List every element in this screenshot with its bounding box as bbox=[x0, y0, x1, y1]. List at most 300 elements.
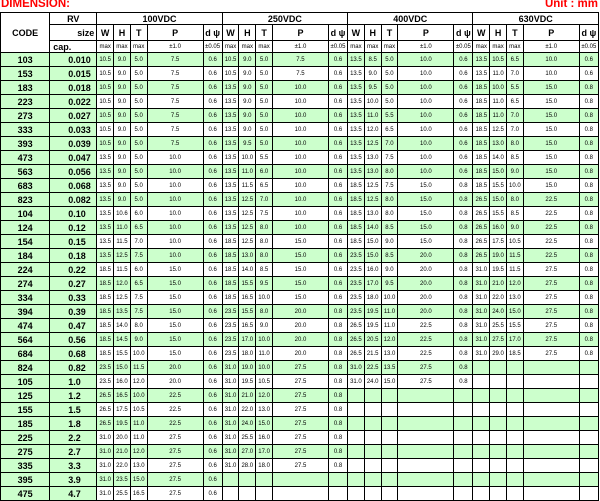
value-cell: 5.0 bbox=[256, 95, 273, 109]
value-cell: 10.5 bbox=[97, 67, 114, 81]
column-tolerance: ±1.0 bbox=[272, 41, 328, 53]
value-cell: 19.5 bbox=[490, 263, 507, 277]
column-tolerance: max bbox=[256, 41, 273, 53]
value-cell bbox=[348, 459, 365, 473]
value-cell: 21.0 bbox=[114, 445, 131, 459]
value-cell: 10.0 bbox=[490, 81, 507, 95]
table-row bbox=[1, 487, 599, 501]
column-tolerance: max bbox=[222, 41, 239, 53]
value-cell: 11.5 bbox=[114, 263, 131, 277]
value-cell bbox=[579, 445, 598, 459]
table-row bbox=[1, 431, 599, 445]
code-cell: 683 bbox=[1, 179, 50, 193]
value-cell: 5.5 bbox=[256, 151, 273, 165]
value-cell: 0.6 bbox=[203, 333, 222, 347]
value-cell: 11.0 bbox=[381, 305, 398, 319]
value-cell: 23.5 bbox=[348, 277, 365, 291]
value-cell: 18.5 bbox=[506, 347, 523, 361]
cap-cell: 0.27 bbox=[50, 277, 97, 291]
code-cell: 475 bbox=[1, 487, 50, 501]
table-row bbox=[1, 445, 599, 459]
value-cell: 12.0 bbox=[381, 333, 398, 347]
value-cell: 5.5 bbox=[506, 81, 523, 95]
value-cell: 0.6 bbox=[454, 165, 473, 179]
value-cell: 15.0 bbox=[364, 249, 381, 263]
value-cell: 10.6 bbox=[114, 207, 131, 221]
value-cell: 27.5 bbox=[523, 263, 579, 277]
value-cell: 5.0 bbox=[130, 67, 147, 81]
value-cell: 8.0 bbox=[256, 305, 273, 319]
value-cell: 12.0 bbox=[256, 389, 273, 403]
value-cell bbox=[473, 459, 490, 473]
value-cell bbox=[506, 375, 523, 389]
column-header: H bbox=[114, 25, 131, 41]
value-cell: 15.0 bbox=[398, 193, 454, 207]
value-cell: 9.0 bbox=[239, 95, 256, 109]
value-cell: 18.5 bbox=[348, 207, 365, 221]
code-cell: 225 bbox=[1, 431, 50, 445]
value-cell bbox=[454, 459, 473, 473]
table-row bbox=[1, 263, 599, 277]
column-tolerance: ±0.05 bbox=[203, 41, 222, 53]
column-tolerance: ±0.05 bbox=[328, 41, 347, 53]
value-cell: 19.5 bbox=[364, 305, 381, 319]
cap-cell: 0.33 bbox=[50, 291, 97, 305]
cap-cell: 0.22 bbox=[50, 263, 97, 277]
value-cell bbox=[579, 417, 598, 431]
cap-cell: 1.2 bbox=[50, 389, 97, 403]
value-cell: 10.0 bbox=[272, 137, 328, 151]
value-cell: 16.5 bbox=[239, 319, 256, 333]
table-row bbox=[1, 193, 599, 207]
value-cell: 31.0 bbox=[222, 375, 239, 389]
value-cell: 11.0 bbox=[239, 165, 256, 179]
value-cell: 15.0 bbox=[523, 95, 579, 109]
value-cell: 15.0 bbox=[523, 165, 579, 179]
code-cell: 185 bbox=[1, 417, 50, 431]
value-cell: 7.0 bbox=[506, 109, 523, 123]
column-tolerance: ±1.0 bbox=[147, 41, 203, 53]
table-row bbox=[1, 81, 599, 95]
cap-cell: 0.015 bbox=[50, 67, 97, 81]
code-cell: 824 bbox=[1, 361, 50, 375]
value-cell: 31.0 bbox=[473, 333, 490, 347]
value-cell bbox=[454, 431, 473, 445]
value-cell: 7.0 bbox=[130, 235, 147, 249]
value-cell: 8.0 bbox=[506, 193, 523, 207]
cap-cell: 1.0 bbox=[50, 375, 97, 389]
value-cell: 0.8 bbox=[579, 305, 598, 319]
value-cell: 31.0 bbox=[473, 291, 490, 305]
value-cell: 10.0 bbox=[147, 207, 203, 221]
value-cell: 13.5 bbox=[348, 109, 365, 123]
value-cell: 10.0 bbox=[272, 221, 328, 235]
cap-cell: 0.10 bbox=[50, 207, 97, 221]
value-cell: 5.0 bbox=[256, 53, 273, 67]
value-cell: 10.0 bbox=[398, 165, 454, 179]
value-cell: 15.0 bbox=[272, 277, 328, 291]
value-cell: 0.8 bbox=[579, 277, 598, 291]
value-cell: 15.0 bbox=[490, 165, 507, 179]
cap-header: cap. bbox=[50, 41, 97, 53]
value-cell: 19.0 bbox=[490, 249, 507, 263]
value-cell bbox=[506, 361, 523, 375]
value-cell: 22.5 bbox=[364, 361, 381, 375]
value-cell: 10.5 bbox=[97, 53, 114, 67]
table-body bbox=[1, 53, 599, 501]
value-cell: 15.0 bbox=[490, 193, 507, 207]
value-cell: 0.8 bbox=[328, 361, 347, 375]
value-cell: 21.0 bbox=[490, 277, 507, 291]
value-cell: 27.5 bbox=[147, 445, 203, 459]
value-cell: 13.5 bbox=[97, 179, 114, 193]
value-cell: 13.0 bbox=[364, 151, 381, 165]
value-cell: 0.6 bbox=[203, 389, 222, 403]
value-cell: 27.5 bbox=[523, 319, 579, 333]
value-cell: 15.0 bbox=[147, 277, 203, 291]
value-cell: 23.5 bbox=[222, 305, 239, 319]
value-cell: 5.0 bbox=[130, 137, 147, 151]
header-row-voltage bbox=[1, 13, 599, 25]
code-cell: 563 bbox=[1, 165, 50, 179]
cap-cell: 0.027 bbox=[50, 109, 97, 123]
column-header: d ψ bbox=[454, 25, 473, 41]
value-cell: 26.5 bbox=[473, 235, 490, 249]
value-cell: 7.5 bbox=[147, 95, 203, 109]
value-cell: 13.5 bbox=[97, 193, 114, 207]
value-cell: 31.0 bbox=[473, 277, 490, 291]
column-header: W bbox=[97, 25, 114, 41]
value-cell: 13.5 bbox=[222, 109, 239, 123]
value-cell bbox=[381, 473, 398, 487]
value-cell: 0.6 bbox=[203, 445, 222, 459]
value-cell: 10.0 bbox=[272, 95, 328, 109]
value-cell: 0.6 bbox=[203, 137, 222, 151]
value-cell: 7.5 bbox=[130, 249, 147, 263]
value-cell: 0.6 bbox=[203, 459, 222, 473]
code-cell: 125 bbox=[1, 389, 50, 403]
value-cell: 0.6 bbox=[203, 319, 222, 333]
value-cell: 5.0 bbox=[130, 109, 147, 123]
value-cell: 0.6 bbox=[203, 165, 222, 179]
cap-cell: 2.7 bbox=[50, 445, 97, 459]
table-row bbox=[1, 235, 599, 249]
value-cell: 0.8 bbox=[579, 151, 598, 165]
value-cell: 0.6 bbox=[328, 81, 347, 95]
value-cell: 10.0 bbox=[147, 249, 203, 263]
cap-cell: 1.5 bbox=[50, 403, 97, 417]
value-cell: 19.0 bbox=[239, 361, 256, 375]
value-cell: 0.6 bbox=[454, 53, 473, 67]
value-cell bbox=[490, 361, 507, 375]
value-cell: 0.8 bbox=[579, 81, 598, 95]
value-cell: 8.5 bbox=[381, 249, 398, 263]
value-cell: 27.0 bbox=[239, 445, 256, 459]
cap-cell: 0.082 bbox=[50, 193, 97, 207]
table-row bbox=[1, 277, 599, 291]
value-cell: 6.0 bbox=[130, 207, 147, 221]
value-cell: 23.5 bbox=[114, 473, 131, 487]
value-cell: 17.0 bbox=[239, 333, 256, 347]
value-cell: 10.0 bbox=[398, 109, 454, 123]
value-cell bbox=[328, 487, 347, 501]
value-cell bbox=[348, 487, 365, 501]
table-row bbox=[1, 67, 599, 81]
value-cell: 0.6 bbox=[203, 403, 222, 417]
value-cell: 0.6 bbox=[579, 67, 598, 81]
value-cell: 13.5 bbox=[222, 123, 239, 137]
code-cell: 184 bbox=[1, 249, 50, 263]
code-cell: 823 bbox=[1, 193, 50, 207]
value-cell bbox=[348, 403, 365, 417]
value-cell: 20.0 bbox=[272, 319, 328, 333]
value-cell: 26.5 bbox=[348, 347, 365, 361]
value-cell bbox=[579, 361, 598, 375]
value-cell: 10.0 bbox=[398, 151, 454, 165]
value-cell: 0.8 bbox=[579, 263, 598, 277]
value-cell: 13.0 bbox=[364, 207, 381, 221]
value-cell: 0.8 bbox=[328, 347, 347, 361]
value-cell: 10.0 bbox=[272, 151, 328, 165]
value-cell: 18.5 bbox=[348, 235, 365, 249]
value-cell: 26.5 bbox=[97, 403, 114, 417]
value-cell: 0.6 bbox=[203, 417, 222, 431]
value-cell bbox=[473, 375, 490, 389]
value-cell bbox=[398, 389, 454, 403]
value-cell: 0.6 bbox=[454, 137, 473, 151]
value-cell: 9.0 bbox=[114, 151, 131, 165]
value-cell: 0.6 bbox=[579, 53, 598, 67]
value-cell: 20.0 bbox=[147, 361, 203, 375]
cap-cell: 0.068 bbox=[50, 179, 97, 193]
value-cell: 15.5 bbox=[239, 305, 256, 319]
value-cell: 11.0 bbox=[256, 347, 273, 361]
value-cell: 13.5 bbox=[222, 221, 239, 235]
value-cell: 9.0 bbox=[381, 235, 398, 249]
value-cell: 0.6 bbox=[328, 151, 347, 165]
column-header: T bbox=[130, 25, 147, 41]
value-cell bbox=[473, 487, 490, 501]
value-cell: 7.5 bbox=[256, 207, 273, 221]
value-cell: 20.0 bbox=[398, 277, 454, 291]
value-cell: 15.0 bbox=[381, 375, 398, 389]
value-cell: 10.0 bbox=[272, 109, 328, 123]
value-cell: 22.5 bbox=[523, 207, 579, 221]
value-cell: 12.0 bbox=[130, 445, 147, 459]
value-cell: 10.0 bbox=[506, 179, 523, 193]
value-cell: 19.5 bbox=[239, 375, 256, 389]
value-cell: 9.0 bbox=[130, 333, 147, 347]
value-cell: 14.5 bbox=[114, 333, 131, 347]
value-cell bbox=[473, 431, 490, 445]
value-cell: 0.8 bbox=[579, 319, 598, 333]
value-cell: 15.0 bbox=[364, 235, 381, 249]
value-cell: 13.5 bbox=[348, 81, 365, 95]
value-cell: 20.0 bbox=[398, 249, 454, 263]
value-cell: 8.5 bbox=[256, 263, 273, 277]
value-cell: 16.5 bbox=[114, 389, 131, 403]
value-cell: 15.0 bbox=[398, 179, 454, 193]
value-cell: 23.5 bbox=[97, 361, 114, 375]
value-cell bbox=[381, 389, 398, 403]
value-cell: 12.0 bbox=[114, 277, 131, 291]
value-cell: 27.5 bbox=[523, 277, 579, 291]
code-cell: 333 bbox=[1, 123, 50, 137]
value-cell: 20.0 bbox=[398, 263, 454, 277]
value-cell: 13.5 bbox=[222, 207, 239, 221]
value-cell: 18.5 bbox=[473, 179, 490, 193]
value-cell bbox=[506, 445, 523, 459]
column-header: W bbox=[473, 25, 490, 41]
value-cell: 22.5 bbox=[147, 389, 203, 403]
value-cell: 15.0 bbox=[147, 305, 203, 319]
value-cell: 31.0 bbox=[348, 361, 365, 375]
value-cell: 0.8 bbox=[328, 375, 347, 389]
value-cell: 5.0 bbox=[130, 95, 147, 109]
value-cell bbox=[239, 487, 256, 501]
value-cell: 13.5 bbox=[348, 95, 365, 109]
value-cell: 14.0 bbox=[364, 221, 381, 235]
value-cell bbox=[523, 361, 579, 375]
value-cell: 15.0 bbox=[523, 151, 579, 165]
value-cell: 9.0 bbox=[506, 221, 523, 235]
value-cell bbox=[364, 417, 381, 431]
value-cell: 31.0 bbox=[222, 459, 239, 473]
value-cell: 9.0 bbox=[506, 165, 523, 179]
value-cell: 13.5 bbox=[97, 151, 114, 165]
value-cell: 9.5 bbox=[381, 277, 398, 291]
column-header: P bbox=[523, 25, 579, 41]
value-cell: 12.5 bbox=[364, 137, 381, 151]
value-cell: 0.8 bbox=[328, 417, 347, 431]
value-cell: 18.5 bbox=[473, 95, 490, 109]
value-cell: 8.0 bbox=[506, 137, 523, 151]
value-cell: 8.0 bbox=[381, 165, 398, 179]
value-cell: 10.0 bbox=[147, 165, 203, 179]
value-cell bbox=[364, 473, 381, 487]
value-cell: 15.5 bbox=[490, 179, 507, 193]
column-header: W bbox=[348, 25, 365, 41]
value-cell: 23.5 bbox=[348, 263, 365, 277]
value-cell: 20.0 bbox=[272, 305, 328, 319]
value-cell: 18.5 bbox=[97, 305, 114, 319]
value-cell bbox=[490, 459, 507, 473]
value-cell bbox=[473, 361, 490, 375]
size-header: size bbox=[50, 25, 97, 41]
value-cell: 15.0 bbox=[272, 263, 328, 277]
value-cell: 11.0 bbox=[114, 221, 131, 235]
code-cell: 393 bbox=[1, 137, 50, 151]
value-cell: 11.0 bbox=[381, 319, 398, 333]
value-cell: 27.5 bbox=[147, 473, 203, 487]
value-cell bbox=[454, 403, 473, 417]
cap-cell: 0.15 bbox=[50, 235, 97, 249]
value-cell: 27.5 bbox=[147, 487, 203, 501]
value-cell: 0.6 bbox=[203, 347, 222, 361]
value-cell: 10.0 bbox=[130, 389, 147, 403]
value-cell: 27.5 bbox=[272, 403, 328, 417]
value-cell: 10.5 bbox=[130, 403, 147, 417]
value-cell: 14.0 bbox=[114, 319, 131, 333]
value-cell: 0.8 bbox=[579, 333, 598, 347]
value-cell: 26.5 bbox=[348, 333, 365, 347]
code-cell: 273 bbox=[1, 109, 50, 123]
value-cell: 5.0 bbox=[256, 109, 273, 123]
value-cell: 13.5 bbox=[222, 179, 239, 193]
value-cell: 12.5 bbox=[364, 179, 381, 193]
header-row-columns bbox=[1, 25, 599, 41]
value-cell: 0.8 bbox=[454, 277, 473, 291]
value-cell: 12.5 bbox=[114, 291, 131, 305]
value-cell bbox=[490, 473, 507, 487]
value-cell: 10.0 bbox=[523, 53, 579, 67]
value-cell: 0.6 bbox=[203, 81, 222, 95]
value-cell: 15.0 bbox=[147, 319, 203, 333]
value-cell: 9.0 bbox=[239, 53, 256, 67]
value-cell bbox=[398, 445, 454, 459]
value-cell: 16.0 bbox=[256, 431, 273, 445]
value-cell: 11.0 bbox=[490, 95, 507, 109]
value-cell bbox=[490, 445, 507, 459]
value-cell: 18.5 bbox=[222, 291, 239, 305]
value-cell: 10.5 bbox=[490, 53, 507, 67]
value-cell bbox=[523, 389, 579, 403]
value-cell: 8.0 bbox=[381, 207, 398, 221]
value-cell: 0.6 bbox=[203, 375, 222, 389]
value-cell: 26.5 bbox=[473, 249, 490, 263]
value-cell: 31.0 bbox=[97, 445, 114, 459]
value-cell: 0.6 bbox=[328, 249, 347, 263]
value-cell: 0.6 bbox=[203, 207, 222, 221]
value-cell: 16.0 bbox=[364, 263, 381, 277]
column-header: d ψ bbox=[328, 25, 347, 41]
value-cell: 0.6 bbox=[203, 179, 222, 193]
value-cell: 27.5 bbox=[523, 291, 579, 305]
value-cell: 13.5 bbox=[222, 193, 239, 207]
value-cell: 0.8 bbox=[579, 123, 598, 137]
value-cell: 22.5 bbox=[523, 249, 579, 263]
value-cell: 24.0 bbox=[490, 305, 507, 319]
table-row bbox=[1, 417, 599, 431]
table-row bbox=[1, 249, 599, 263]
value-cell: 15.0 bbox=[398, 221, 454, 235]
value-cell: 22.5 bbox=[398, 319, 454, 333]
value-cell: 20.0 bbox=[272, 347, 328, 361]
value-cell: 14.0 bbox=[490, 151, 507, 165]
value-cell: 10.0 bbox=[256, 361, 273, 375]
value-cell: 10.5 bbox=[97, 137, 114, 151]
value-cell: 23.5 bbox=[348, 249, 365, 263]
value-cell bbox=[506, 473, 523, 487]
column-header: P bbox=[147, 25, 203, 41]
column-header: T bbox=[381, 25, 398, 41]
value-cell: 24.0 bbox=[239, 417, 256, 431]
code-cell: 104 bbox=[1, 207, 50, 221]
value-cell: 13.5 bbox=[348, 137, 365, 151]
value-cell: 9.0 bbox=[239, 109, 256, 123]
value-cell: 18.5 bbox=[97, 291, 114, 305]
code-cell: 105 bbox=[1, 375, 50, 389]
value-cell: 0.8 bbox=[454, 207, 473, 221]
value-cell: 7.5 bbox=[381, 179, 398, 193]
value-cell: 18.0 bbox=[239, 347, 256, 361]
value-cell bbox=[398, 431, 454, 445]
value-cell: 7.5 bbox=[147, 53, 203, 67]
cap-cell: 0.018 bbox=[50, 81, 97, 95]
value-cell: 13.5 bbox=[348, 151, 365, 165]
code-cell: 124 bbox=[1, 221, 50, 235]
column-tolerance: max bbox=[364, 41, 381, 53]
